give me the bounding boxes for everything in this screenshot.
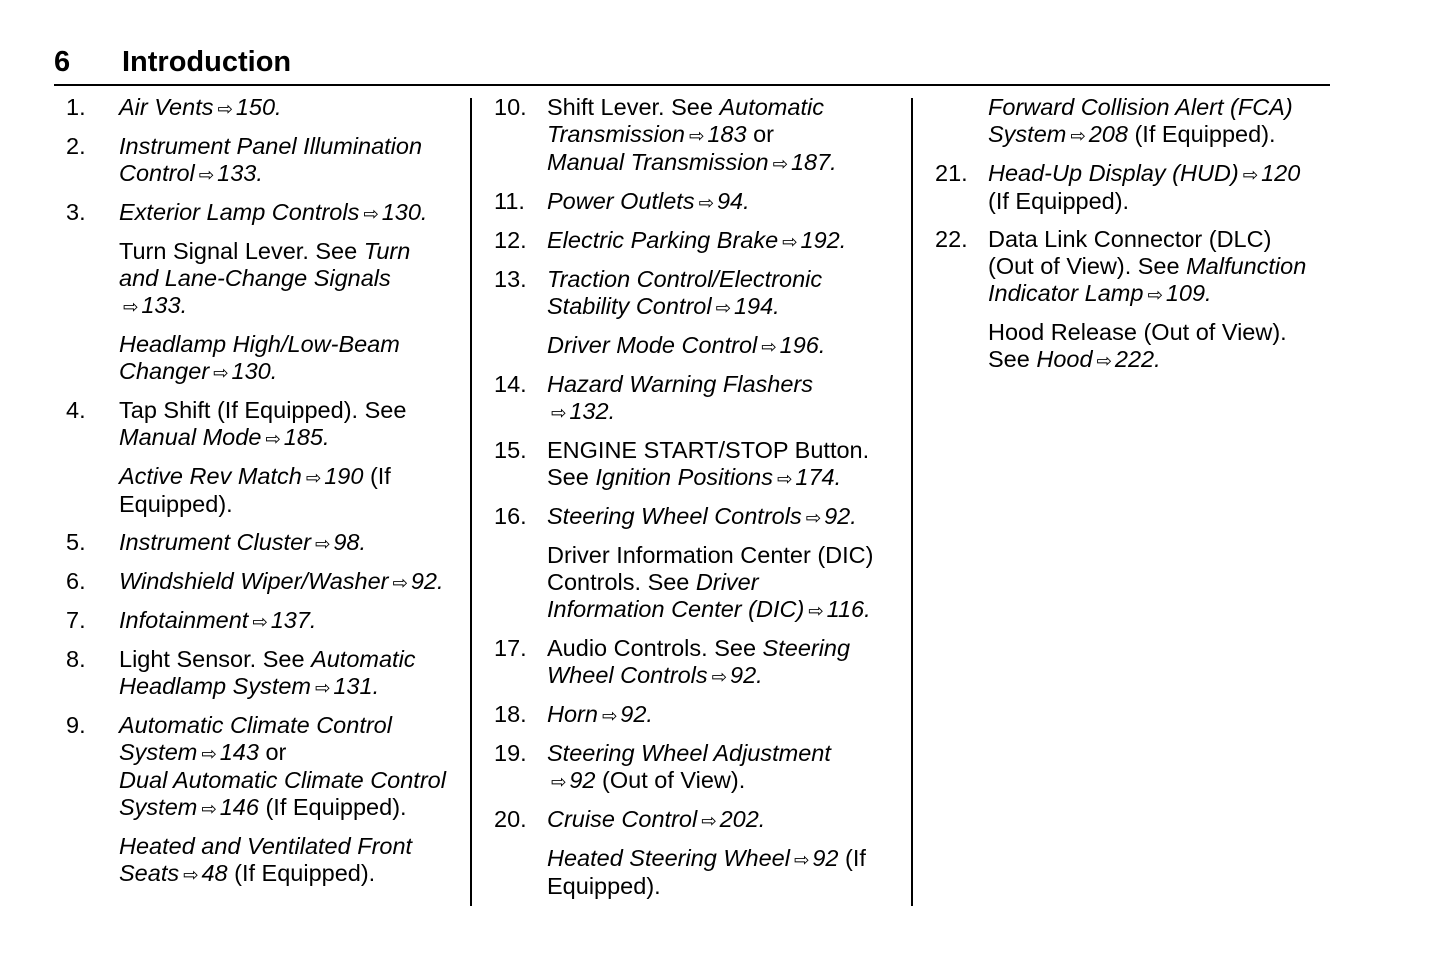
item-text: Data Link Connector (DLC) [988, 226, 1272, 252]
reference-text: Information Center (DIC) [547, 596, 805, 622]
item-text: Hood Release (Out of View). [988, 319, 1287, 345]
item-text: Equipped). [119, 491, 233, 517]
reference-text: Electric Parking Brake [547, 227, 779, 253]
reference-text: 174. [795, 464, 842, 490]
list-item [494, 701, 904, 729]
reference-text: 143 [219, 739, 259, 765]
item-number: 12. [494, 227, 527, 253]
reference-text: 120 [1261, 160, 1301, 186]
reference-text: 192. [800, 227, 847, 253]
page-reference-arrow-icon: ⇨ [315, 677, 331, 698]
page-reference-arrow-icon: ⇨ [772, 153, 788, 174]
list-item [494, 227, 904, 255]
page-reference-arrow-icon: ⇨ [217, 98, 233, 119]
page-reference-arrow-icon: ⇨ [688, 125, 705, 146]
list-sub-item [935, 94, 1335, 149]
reference-text: Heated and Ventilated Front [119, 833, 413, 859]
reference-text: Infotainment [119, 607, 249, 633]
page-number: 6 [54, 46, 71, 78]
item-text: (If [363, 463, 391, 489]
page-reference-arrow-icon: ⇨ [201, 798, 217, 819]
reference-text: 196. [779, 332, 826, 358]
reference-text: 116. [826, 596, 871, 622]
item-text: See [988, 346, 1037, 372]
reference-text: Dual Automatic Climate Control [119, 767, 446, 793]
reference-text: 98. [333, 529, 367, 555]
item-text: or [258, 739, 287, 765]
list-item [66, 94, 466, 122]
reference-text: 130. [381, 199, 428, 225]
reference-text: Indicator Lamp [988, 280, 1144, 306]
list-item [935, 160, 1335, 215]
item-number: 13. [494, 266, 527, 292]
list-item [494, 188, 904, 216]
reference-text: 133. [217, 160, 263, 186]
reference-text: 92 [569, 767, 596, 793]
reference-text: 132. [569, 398, 616, 424]
item-number: 14. [494, 371, 527, 397]
reference-text: Seats [119, 860, 180, 886]
reference-text: Steering Wheel Controls [547, 503, 802, 529]
page-reference-arrow-icon: ⇨ [198, 164, 215, 185]
reference-text: 92 [812, 845, 839, 871]
item-number: 20. [494, 806, 527, 832]
reference-text: 194. [733, 293, 780, 319]
list-item [494, 635, 904, 690]
column-1 [66, 94, 466, 899]
reference-text: Transmission [547, 121, 685, 147]
reference-text: 208 [1088, 121, 1128, 147]
reference-text: 92. [730, 662, 763, 688]
page-reference-arrow-icon: ⇨ [183, 864, 199, 885]
list-item [66, 397, 466, 452]
item-number: 18. [494, 701, 527, 727]
item-text: See [547, 464, 596, 490]
reference-text: Forward Collision Alert (FCA) [988, 94, 1293, 120]
reference-text: Manual Mode [119, 424, 262, 450]
list-sub-item [494, 845, 904, 900]
list-item [494, 740, 904, 795]
reference-text: Driver [695, 569, 759, 595]
list-item [66, 607, 466, 635]
list-item [66, 199, 466, 227]
reference-text: 92. [410, 568, 444, 594]
reference-text: Control [119, 160, 195, 186]
reference-text: Headlamp System [119, 673, 311, 699]
page-reference-arrow-icon: ⇨ [201, 743, 217, 764]
reference-text: 146 [219, 794, 259, 820]
item-text: (If Equipped). [988, 188, 1130, 214]
reference-text: Automatic [311, 646, 416, 672]
item-number: 8. [66, 646, 86, 672]
reference-text: 48 [201, 860, 228, 886]
reference-text: Stability Control [547, 293, 712, 319]
item-text: (If Equipped). [1127, 121, 1276, 147]
page-reference-arrow-icon: ⇨ [805, 507, 822, 528]
page-reference-arrow-icon: ⇨ [1147, 284, 1163, 305]
reference-text: Manual Transmission [547, 149, 769, 175]
reference-text: Exterior Lamp Controls [119, 199, 360, 225]
reference-text: 190 [324, 463, 364, 489]
page-title: Introduction [122, 46, 292, 78]
item-number: 4. [66, 397, 86, 423]
column-3 [935, 94, 1335, 385]
page-reference-arrow-icon: ⇨ [698, 192, 714, 213]
list-item [494, 806, 904, 834]
reference-text: System [119, 739, 198, 765]
list-item [935, 226, 1335, 308]
item-number: 17. [494, 635, 527, 661]
reference-text: 94. [716, 188, 750, 214]
page-reference-arrow-icon: ⇨ [777, 468, 793, 489]
reference-text: Air Vents [119, 94, 214, 120]
page-reference-arrow-icon: ⇨ [551, 402, 567, 423]
reference-text: Cruise Control [547, 806, 698, 832]
reference-text: Power Outlets [547, 188, 695, 214]
page-reference-arrow-icon: ⇨ [213, 362, 229, 383]
item-text: (If Equipped). [227, 860, 376, 886]
item-number: 16. [494, 503, 527, 529]
reference-text: 130. [231, 358, 278, 384]
list-sub-item [494, 332, 904, 360]
list-sub-item [935, 319, 1335, 374]
item-text: Controls. See [547, 569, 696, 595]
reference-text: Headlamp High/Low-Beam [119, 331, 400, 357]
list-item [66, 712, 466, 822]
page-reference-arrow-icon: ⇨ [761, 336, 777, 357]
list-sub-item [66, 833, 466, 888]
reference-text: Ignition Positions [595, 464, 774, 490]
reference-text: 133. [141, 292, 188, 318]
list-item [494, 266, 904, 321]
item-number: 21. [935, 160, 968, 186]
item-text: (If [838, 845, 866, 871]
page-reference-arrow-icon: ⇨ [793, 849, 810, 870]
item-text: Audio Controls. See [547, 635, 763, 661]
reference-text: Steering [762, 635, 851, 661]
reference-text: Heated Steering Wheel [547, 845, 790, 871]
item-number: 1. [66, 94, 86, 120]
item-text: (Out of View). [595, 767, 746, 793]
reference-text: 187. [790, 149, 837, 175]
reference-text: Wheel Controls [547, 662, 708, 688]
item-number: 2. [66, 133, 86, 159]
list-sub-item [66, 238, 466, 320]
list-item [494, 503, 904, 531]
reference-text: Active Rev Match [119, 463, 302, 489]
page-reference-arrow-icon: ⇨ [363, 203, 379, 224]
reference-text: Automatic Climate Control [119, 712, 392, 738]
reference-text: 92. [620, 701, 653, 727]
reference-text: Instrument Cluster [119, 529, 311, 555]
item-text: ENGINE START/STOP Button. [547, 437, 870, 463]
reference-text: System [988, 121, 1067, 147]
item-number: 3. [66, 199, 86, 225]
item-number: 7. [66, 607, 86, 633]
reference-text: Steering Wheel Adjustment [547, 740, 831, 766]
page-reference-arrow-icon: ⇨ [252, 611, 268, 632]
page-reference-arrow-icon: ⇨ [701, 810, 717, 831]
item-number: 19. [494, 740, 527, 766]
item-text: Tap Shift (If Equipped). See [119, 397, 407, 423]
reference-text: 183 [707, 121, 747, 147]
page-reference-arrow-icon: ⇨ [715, 297, 731, 318]
reference-text: 222. [1114, 346, 1161, 372]
page-reference-arrow-icon: ⇨ [782, 231, 798, 252]
list-sub-item [494, 542, 904, 624]
reference-text: Windshield Wiper/Washer [119, 568, 389, 594]
reference-text: Changer [119, 358, 210, 384]
item-number: 15. [494, 437, 527, 463]
page-reference-arrow-icon: ⇨ [551, 771, 567, 792]
reference-text: 92. [824, 503, 857, 529]
page-reference-arrow-icon: ⇨ [601, 705, 618, 726]
column-divider-2 [911, 98, 913, 906]
page-reference-arrow-icon: ⇨ [1070, 125, 1086, 146]
list-item [494, 94, 904, 177]
page-reference-arrow-icon: ⇨ [305, 467, 322, 488]
item-text: or [746, 121, 774, 147]
reference-text: 137. [270, 607, 317, 633]
item-number: 5. [66, 529, 86, 555]
item-text: (If Equipped). [258, 794, 407, 820]
reference-text: Malfunction [1186, 253, 1307, 279]
column-divider-1 [470, 98, 472, 906]
item-text: Driver Information Center (DIC) [547, 542, 874, 568]
list-item [66, 646, 466, 701]
reference-text: Horn [547, 701, 598, 727]
reference-text: Traction Control/Electronic [547, 266, 823, 292]
reference-text: Head-Up Display (HUD) [988, 160, 1239, 186]
list-item [66, 529, 466, 557]
item-text: (Out of View). See [988, 253, 1187, 279]
reference-text: 202. [719, 806, 766, 832]
list-item [66, 133, 466, 188]
reference-text: Hazard Warning Flashers [547, 371, 814, 397]
reference-text: Instrument Panel Illumination [119, 133, 423, 159]
item-number: 9. [66, 712, 86, 738]
page-reference-arrow-icon: ⇨ [1096, 350, 1112, 371]
reference-text: Turn [363, 238, 411, 264]
list-item [494, 437, 904, 492]
item-number: 22. [935, 226, 968, 252]
item-number: 11. [494, 188, 525, 214]
page-reference-arrow-icon: ⇨ [392, 572, 408, 593]
reference-text: 131. [333, 673, 380, 699]
page-reference-arrow-icon: ⇨ [711, 666, 728, 687]
reference-text: System [119, 794, 198, 820]
list-item [66, 568, 466, 596]
item-text: Turn Signal Lever. See [119, 238, 364, 264]
reference-text: Automatic [719, 94, 824, 120]
item-text: Equipped). [547, 873, 661, 899]
list-sub-item [66, 331, 466, 386]
page-reference-arrow-icon: ⇨ [314, 533, 331, 554]
list-item [494, 371, 904, 426]
item-number: 10. [494, 94, 527, 120]
reference-text: 185. [283, 424, 330, 450]
reference-text: 150. [235, 94, 282, 120]
reference-text: and Lane-Change Signals [119, 265, 391, 291]
column-2 [494, 94, 904, 911]
item-text: Light Sensor. See [119, 646, 312, 672]
list-sub-item [66, 463, 466, 518]
page-header [54, 44, 1330, 86]
page-reference-arrow-icon: ⇨ [1242, 164, 1259, 185]
page-reference-arrow-icon: ⇨ [265, 428, 281, 449]
reference-text: Driver Mode Control [547, 332, 758, 358]
item-text: Shift Lever. See [547, 94, 720, 120]
reference-text: Hood [1036, 346, 1093, 372]
reference-text: 109. [1165, 280, 1212, 306]
item-number: 6. [66, 568, 86, 594]
page-reference-arrow-icon: ⇨ [808, 600, 824, 621]
page-reference-arrow-icon: ⇨ [123, 296, 139, 317]
